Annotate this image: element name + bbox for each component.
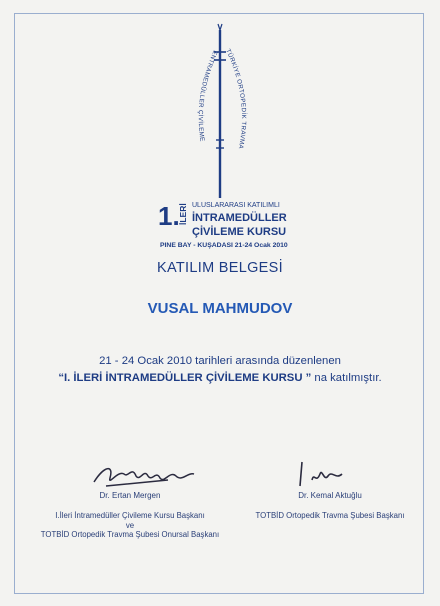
logo-arc-right-text: TÜRKİYE ORTOPEDİK TRAVMA	[224, 47, 248, 150]
logo-numeral: 1.	[158, 201, 180, 231]
signatory-1-role-line1: I.İleri İntramedüller Çivileme Kursu Başkanı	[55, 511, 205, 520]
logo-vertical-word: İLERİ	[178, 203, 188, 225]
body-line-1: 21 - 24 Ocak 2010 tarihleri arasında düzenlenen	[99, 355, 341, 367]
logo-venue: PINE BAY - KUŞADASI 21-24 Ocak 2010	[160, 242, 288, 249]
signature-aktuglu	[290, 456, 360, 490]
event-logo	[0, 0, 440, 260]
signatory-2-name: Dr. Kemal Aktuğlu	[298, 491, 362, 500]
logo-arc-left-text: ENTRAMEDÜLLER ÇİVİLEME	[196, 49, 219, 143]
logo-line3: ÇİVİLEME KURSU	[192, 226, 287, 238]
logo-line1: ULUSLARARASI KATILIMLI	[192, 202, 280, 209]
signature-mergen	[88, 456, 208, 492]
logo-line2: İNTRAMEDÜLLER	[192, 212, 287, 224]
signatory-1-role-line2: ve	[125, 521, 135, 530]
signatory-1-name: Dr. Ertan Mergen	[99, 491, 161, 500]
body-line-2	[0, 372, 440, 384]
signatory-2-role-line1: TOTBİD Ortopedik Travma Şubesi Başkanı	[255, 511, 405, 520]
certificate-title: KATILIM BELGESİ	[157, 260, 283, 276]
signatory-1-role-line3: TOTBİD Ortopedik Travma Şubesi Onursal Başkanı	[40, 530, 220, 539]
body-line-2-suffix: na katılmıştır.	[311, 372, 382, 384]
recipient-name: VUSAL MAHMUDOV	[147, 300, 293, 317]
course-name: “I. İLERİ İNTRAMEDÜLLER ÇİVİLEME KURSU ”	[58, 372, 312, 384]
intramedullary-nail-icon	[214, 24, 226, 198]
